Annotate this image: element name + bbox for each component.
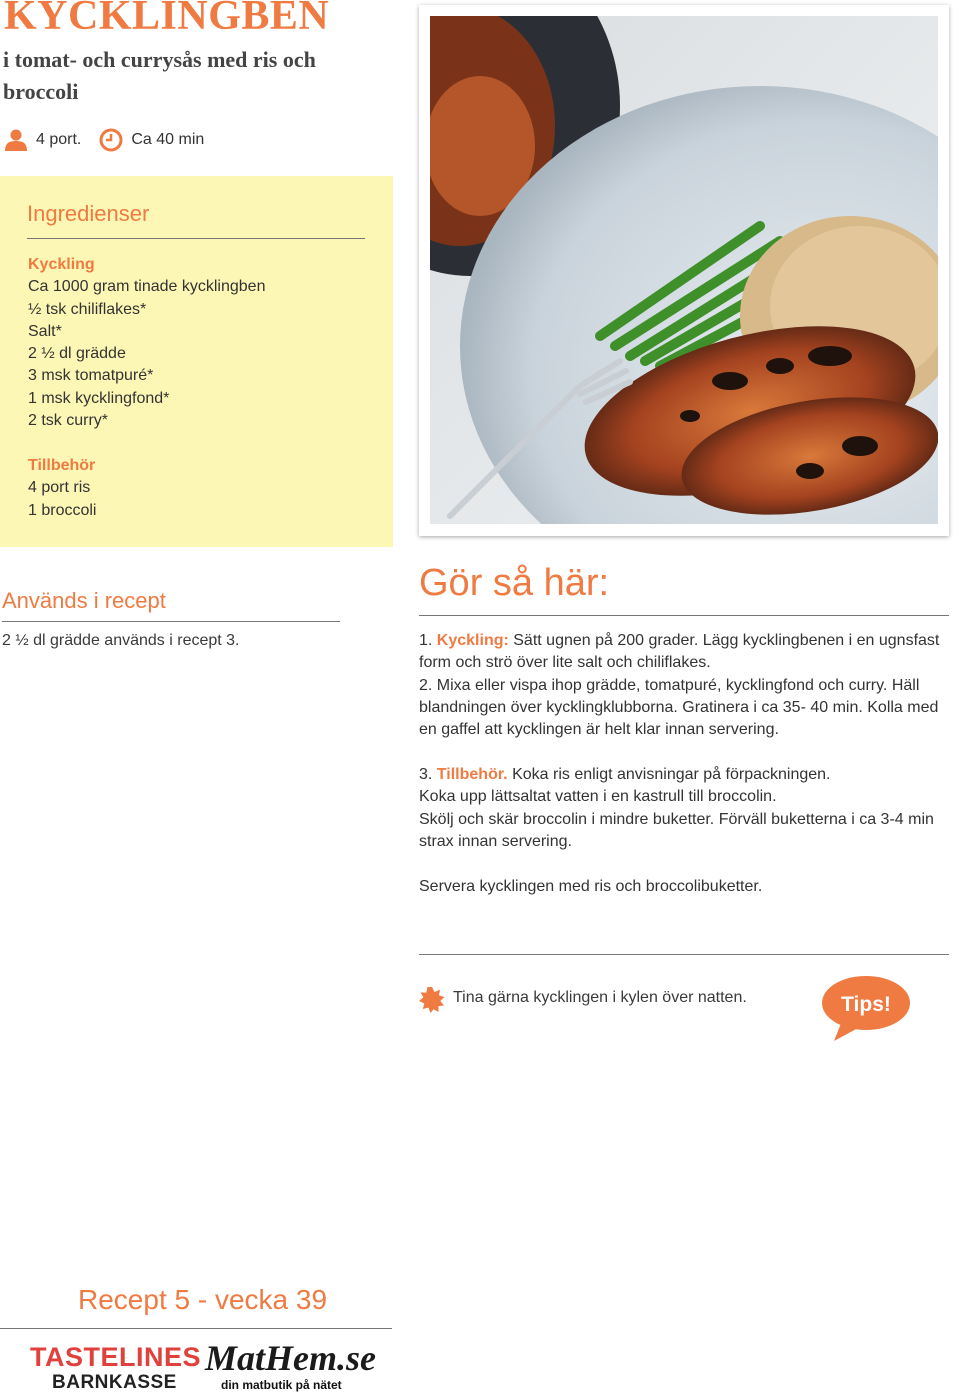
ingredient-item: 2 ½ dl grädde (28, 345, 126, 363)
step-3-line-3: Skölj och skär broccolin i mindre buketter. Förväll buketterna i ca 3-4 min strax innan servering. (419, 810, 934, 850)
divider (0, 1328, 392, 1329)
tips-badge-label: Tips! (841, 993, 891, 1016)
ingredient-group-chicken (28, 254, 265, 432)
cooking-time: Ca 40 min (131, 131, 205, 148)
recipe-photo (419, 5, 949, 536)
ingredient-group-title: Kyckling (28, 256, 95, 273)
instructions-heading: Gör så här: (419, 562, 610, 604)
step-2: 2. Mixa eller vispa ihop grädde, tomatpuré, kycklingfond och curry. Häll blandningen över kycklingklubborna. Gratinera i ca 35- 40 min. Kolla med en gaffel att kycklingen är helt klar innan servering. (419, 676, 939, 739)
divider (27, 238, 365, 239)
mathem-logo: MatHem.se (205, 1338, 376, 1378)
instructions-step-3 (419, 764, 949, 853)
ingredient-item: Ca 1000 gram tinade kycklingben (28, 278, 266, 296)
ingredient-item: 2 tsk curry* (28, 412, 109, 430)
step-3 (419, 764, 949, 786)
divider (419, 954, 949, 955)
step-3-line-2: Koka upp lättsaltat vatten i en kastrull till broccolin. (419, 788, 777, 806)
divider (419, 615, 949, 616)
step-number: 1. (419, 632, 433, 649)
ingredient-item: 1 broccoli (28, 501, 97, 519)
divider (2, 621, 340, 622)
recipe-subtitle: i tomat- och currysås med ris och broccoli (3, 47, 316, 104)
ingredient-item: 1 msk kycklingfond* (28, 389, 170, 407)
burst-icon (419, 987, 445, 1018)
tastelines-logo: TASTELINES (30, 1342, 202, 1372)
portions: 4 port. (36, 131, 82, 148)
mathem-tagline: din matbutik på nätet (221, 1378, 342, 1392)
tips-badge (820, 975, 912, 1050)
step-text: Sätt ugnen på 200 grader. Lägg kycklingbenen i en ugnsfast form och strö över lite salt och chiliflakes. (419, 632, 940, 672)
ingredient-item: 3 msk tomatpuré* (28, 367, 154, 385)
used-in-recipe-text: 2 ½ dl grädde används i recept 3. (2, 632, 240, 649)
step-number: 3. (419, 766, 433, 783)
person-icon (4, 128, 28, 152)
used-in-recipe-heading: Används i recept (2, 588, 166, 613)
step-1 (419, 630, 949, 675)
chicken-dish-image (430, 16, 938, 524)
instructions-steps-1-2 (419, 630, 949, 741)
step-label: Tillbehör. (436, 766, 508, 783)
step-label: Kyckling: (436, 632, 509, 649)
recipe-week: Recept 5 - vecka 39 (78, 1284, 328, 1315)
step-text: Koka ris enligt anvisningar på förpackningen. (507, 766, 831, 783)
ingredient-item: 4 port ris (28, 479, 91, 497)
ingredient-group-sides (28, 455, 96, 522)
tip-text: Tina gärna kycklingen i kylen över natten. (453, 989, 747, 1006)
serving-note: Servera kycklingen med ris och broccolibuketter. (419, 878, 763, 895)
ingredient-item: ½ tsk chiliflakes* (28, 300, 147, 318)
recipe-title: KYCKLINGBEN (4, 0, 330, 39)
ingredients-heading: Ingredienser (27, 201, 150, 226)
clock-icon (99, 128, 123, 152)
ingredient-item: Salt* (28, 322, 62, 340)
barnkasse-logo: BARNKASSE (52, 1372, 177, 1393)
ingredient-group-title: Tillbehör (28, 457, 96, 474)
recipe-meta (4, 126, 204, 154)
